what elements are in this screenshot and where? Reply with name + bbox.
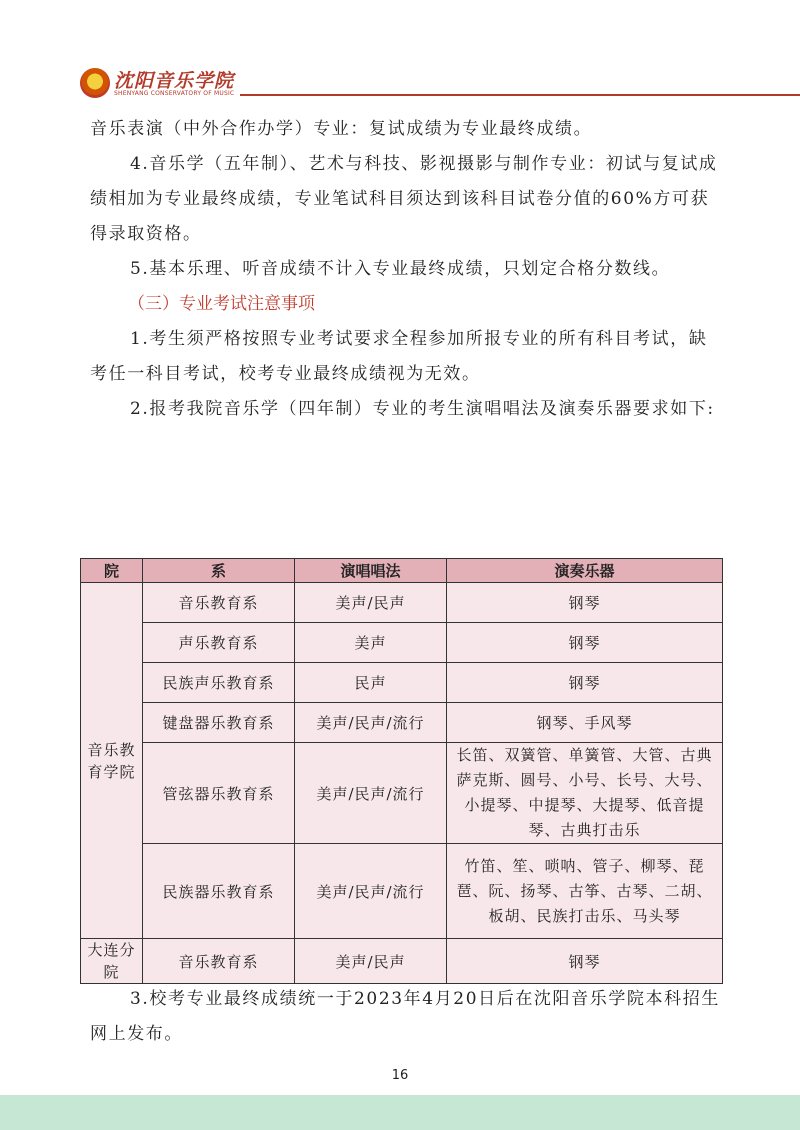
instruments-cell: 钢琴 — [447, 663, 723, 703]
paragraph-rule-5: 5.基本乐理、听音成绩不计入专业最终成绩，只划定合格分数线。 — [130, 259, 671, 279]
page-number: 16 — [391, 1068, 409, 1083]
dept-cell: 键盘器乐教育系 — [143, 703, 295, 743]
table-row — [81, 743, 723, 844]
paragraph-note-2: 2.报考我院音乐学（四年制）专业的考生演唱唱法及演奏乐器要求如下: — [130, 399, 715, 419]
instruments-cell: 钢琴 — [447, 623, 723, 663]
dept-cell: 管弦器乐教育系 — [143, 743, 295, 844]
table-row — [81, 583, 723, 623]
requirements-table — [80, 558, 723, 984]
dept-cell: 音乐教育系 — [143, 583, 295, 623]
header-instruments: 演奏乐器 — [447, 559, 723, 583]
dept-cell: 音乐教育系 — [143, 939, 295, 984]
instruments-cell: 竹笛、笙、唢呐、管子、柳琴、琵琶、阮、扬琴、古筝、古琴、二胡、板胡、民族打击乐、马头琴 — [447, 844, 723, 939]
singing-cell: 美声/民声/流行 — [295, 844, 447, 939]
paragraph-note-3: 3.校考专业最终成绩统一于2023年4月20日后在沈阳音乐学院本科招生网上发布。 — [90, 989, 720, 1044]
page-header — [80, 66, 800, 106]
singing-cell: 民声 — [295, 663, 447, 703]
instruments-cell: 钢琴 — [447, 583, 723, 623]
dept-cell: 民族声乐教育系 — [143, 663, 295, 703]
header-singing-style: 演唱唱法 — [295, 559, 447, 583]
singing-cell: 美声/民声/流行 — [295, 703, 447, 743]
table-row — [81, 663, 723, 703]
paragraph-rule-4: 4.音乐学（五年制）、艺术与科技、影视摄影与制作专业：初试与复试成绩相加为专业最终成绩，专业笔试科目须达到该科目试卷分值的60%方可获得录取资格。 — [90, 154, 718, 244]
section-heading: （三）专业考试注意事项 — [128, 294, 315, 314]
singing-cell: 美声/民声 — [295, 939, 447, 984]
conservatory-emblem-icon — [80, 68, 110, 98]
body-text-after-table — [90, 982, 720, 1052]
header-rule — [240, 94, 800, 96]
school-name-en: SHENYANG CONSERVATORY OF MUSIC — [114, 90, 235, 97]
college-music-education: 音乐教育学院 — [81, 583, 143, 939]
paragraph-cooperative-program: 音乐表演（中外合作办学）专业：复试成绩为专业最终成绩。 — [90, 119, 593, 139]
table-row — [81, 703, 723, 743]
header-college: 院 — [81, 559, 143, 583]
instruments-cell: 长笛、双簧管、单簧管、大管、古典萨克斯、圆号、小号、长号、大号、小提琴、中提琴、大提琴、低音提琴、古典打击乐 — [447, 743, 723, 844]
table-row — [81, 623, 723, 663]
instruments-cell: 钢琴 — [447, 939, 723, 984]
table-header-row — [81, 559, 723, 583]
college-dalian-branch: 大连分院 — [81, 939, 143, 984]
footer-band — [0, 1095, 800, 1130]
paragraph-note-1: 1.考生须严格按照专业考试要求全程参加所报专业的所有科目考试，缺考任一科目考试，校考专业最终成绩视为无效。 — [90, 329, 708, 384]
table-row — [81, 844, 723, 939]
singing-cell: 美声/民声/流行 — [295, 743, 447, 844]
table-row — [81, 939, 723, 984]
dept-cell: 声乐教育系 — [143, 623, 295, 663]
singing-cell: 美声 — [295, 623, 447, 663]
singing-cell: 美声/民声 — [295, 583, 447, 623]
dept-cell: 民族器乐教育系 — [143, 844, 295, 939]
instruments-cell: 钢琴、手风琴 — [447, 703, 723, 743]
school-name-cn: 沈阳音乐学院 — [114, 70, 235, 92]
header-department: 系 — [143, 559, 295, 583]
body-text — [90, 112, 720, 427]
